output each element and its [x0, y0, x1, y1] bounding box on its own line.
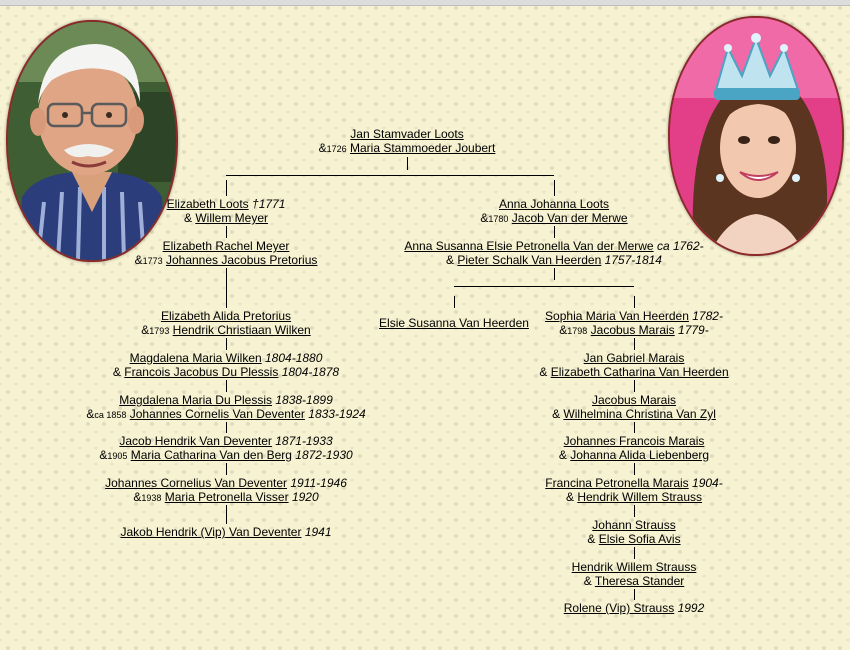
spouse-years: 1779-: [678, 323, 709, 337]
right-main-gen-7-spouse-line: [584, 574, 685, 588]
spouse-years: 1757-1814: [604, 253, 662, 267]
connector-line: [554, 268, 555, 280]
connector-line: [226, 268, 227, 308]
right-main-gen-1-person-line: [545, 309, 723, 323]
person-link[interactable]: Francina Petronella Marais: [545, 476, 689, 490]
left-gen-3-person-line: [161, 309, 291, 323]
right-main-gen-5-person-line: [545, 476, 722, 490]
person-link[interactable]: Jan Stamvader Loots: [350, 127, 464, 141]
right-main-gen-7-person-line: [572, 560, 697, 574]
person-years: 1992: [677, 601, 705, 615]
spouse-years: 1872-1930: [295, 448, 353, 462]
marriage-symbol: &: [565, 490, 574, 504]
person-link[interactable]: Johannes Cornelius Van Deventer: [105, 476, 288, 490]
marriage-symbol: &: [99, 448, 108, 462]
right-gen-2-person-line: [404, 239, 703, 253]
spouse-link[interactable]: Willem Meyer: [195, 211, 269, 225]
person-link[interactable]: Sophia Maria Van Heerden: [545, 309, 689, 323]
spouse-years: 1833-1924: [308, 407, 366, 421]
person-link[interactable]: Magdalena Maria Wilken: [129, 351, 262, 365]
marriage-symbol: &: [539, 365, 548, 379]
marriage-symbol: &: [552, 407, 561, 421]
person-link[interactable]: Magdalena Maria Du Plessis: [119, 393, 273, 407]
person-years: 1804-1880: [265, 351, 323, 365]
connector-line: [407, 157, 408, 170]
person-years: 1838-1899: [275, 393, 333, 407]
spouse-years: 1920: [291, 490, 319, 504]
marriage-year: ca 1858: [94, 410, 127, 420]
connector-line: [454, 296, 455, 308]
spouse-link[interactable]: Hendrik Willem Strauss: [577, 490, 703, 504]
person-years: 1911-1946: [290, 476, 347, 490]
person-years: 1941: [304, 525, 332, 539]
spouse-link[interactable]: Theresa Stander: [594, 574, 685, 588]
marriage-symbol: &: [134, 253, 143, 267]
person-years: 1782-: [692, 309, 723, 323]
left-gen-2-spouse-line: [135, 253, 318, 267]
person-years: 1871-1933: [275, 434, 333, 448]
person-link[interactable]: Anna Susanna Elsie Petronella Van der Merwe: [404, 239, 654, 253]
side-child-person-line: [379, 316, 529, 330]
marriage-symbol: &: [86, 407, 95, 421]
marriage-symbol: &: [480, 211, 489, 225]
connector-line: [554, 226, 555, 238]
spouse-link[interactable]: Maria Catharina Van den Berg: [130, 448, 292, 462]
right-main-gen-1-spouse-line: [559, 323, 708, 337]
person-link[interactable]: Jakob Hendrik (Vip) Van Deventer: [120, 525, 302, 539]
marriage-year: 1780: [488, 214, 509, 224]
left-gen-1-person-line: [167, 197, 286, 211]
spouse-link[interactable]: Wilhelmina Christina Van Zyl: [563, 407, 716, 421]
spouse-link[interactable]: Francois Jacobus Du Plessis: [124, 365, 279, 379]
marriage-year: 1938: [141, 493, 162, 503]
right-main-gen-3-spouse-line: [552, 407, 716, 421]
person-link[interactable]: Hendrik Willem Strauss: [571, 560, 697, 574]
right-main-gen-4-spouse-line: [559, 448, 709, 462]
marriage-symbol: &: [318, 141, 327, 155]
spouse-link[interactable]: Jacob Van der Merwe: [511, 211, 628, 225]
left-gen-6-person-line: [119, 434, 332, 448]
connector-line: [226, 226, 227, 238]
spouse-link[interactable]: Jacobus Marais: [590, 323, 675, 337]
person-link[interactable]: Johannes Francois Marais: [563, 434, 705, 448]
spouse-link[interactable]: Johanna Alida Liebenberg: [570, 448, 710, 462]
right-main-gen-6-spouse-line: [587, 532, 680, 546]
spouse-link[interactable]: Elizabeth Catharina Van Heerden: [550, 365, 729, 379]
connector-line: [226, 505, 227, 524]
left-gen-5-spouse-line: [86, 407, 365, 421]
right-main-gen-6-person-line: [592, 518, 675, 532]
marriage-year: 1726: [326, 144, 347, 154]
person-link[interactable]: Anna Johanna Loots: [498, 197, 610, 211]
right-main-gen-2-person-line: [584, 351, 685, 365]
marriage-year: 1905: [107, 451, 128, 461]
right-main-gen-8-person-line: [564, 601, 705, 615]
person-link[interactable]: Jacobus Marais: [591, 393, 677, 407]
marriage-symbol: &: [133, 490, 142, 504]
person-link[interactable]: Elsie Susanna Van Heerden: [379, 316, 529, 330]
person-link[interactable]: Jan Gabriel Marais: [583, 351, 685, 365]
right-gen-1-spouse-line: [480, 211, 627, 225]
marriage-symbol: &: [559, 323, 568, 337]
root-spouse-line: [319, 141, 496, 155]
marriage-symbol: &: [112, 365, 121, 379]
marriage-symbol: &: [183, 211, 192, 225]
spouse-link[interactable]: Hendrik Christiaan Wilken: [172, 323, 311, 337]
left-gen-6-spouse-line: [99, 448, 352, 462]
person-years: ca 1762-: [656, 239, 704, 253]
person-link[interactable]: Johann Strauss: [592, 518, 676, 532]
spouse-link[interactable]: Johannes Jacobus Pretorius: [165, 253, 318, 267]
connector-line: [634, 589, 635, 600]
spouse-years: 1804-1878: [281, 365, 340, 379]
person-link[interactable]: Elizabeth Rachel Meyer: [162, 239, 290, 253]
person-link[interactable]: Jacob Hendrik Van Deventer: [119, 434, 272, 448]
left-gen-4-spouse-line: [113, 365, 339, 379]
connector-line: [226, 380, 227, 392]
connector-line: [634, 463, 635, 475]
right-main-gen-4-person-line: [564, 434, 705, 448]
marriage-symbol: &: [583, 574, 592, 588]
spouse-link[interactable]: Elsie Sofia Avis: [598, 532, 681, 546]
connector-line: [226, 422, 227, 433]
connector-line: [226, 180, 227, 196]
marriage-symbol: &: [446, 253, 455, 267]
left-gen-7-person-line: [105, 476, 347, 490]
marriage-symbol: &: [587, 532, 596, 546]
left-gen-3-spouse-line: [141, 323, 310, 337]
generation-split-line: [226, 175, 554, 176]
spouse-link[interactable]: Pieter Schalk Van Heerden: [457, 253, 602, 267]
marriage-symbol: &: [558, 448, 567, 462]
person-years: †1771: [252, 197, 286, 211]
connector-line: [634, 380, 635, 392]
right-main-gen-5-spouse-line: [566, 490, 702, 504]
van-heerden-children-line: [454, 286, 634, 287]
connector-line: [226, 463, 227, 475]
spouse-link[interactable]: Johannes Cornelis Van Deventer: [129, 407, 305, 421]
root-person-line: [350, 127, 463, 141]
connector-line: [634, 296, 635, 308]
person-link[interactable]: Elizabeth Loots: [166, 197, 249, 211]
right-main-gen-2-spouse-line: [539, 365, 728, 379]
marriage-year: 1773: [142, 256, 163, 266]
marriage-symbol: &: [141, 323, 150, 337]
left-gen-1-spouse-line: [184, 211, 268, 225]
marriage-year: 1798: [567, 326, 588, 336]
right-gen-1-person-line: [499, 197, 609, 211]
person-years: 1904-: [692, 476, 723, 490]
left-gen-2-person-line: [163, 239, 290, 253]
left-gen-8-person-line: [120, 525, 331, 539]
spouse-link[interactable]: Maria Petronella Visser: [164, 490, 289, 504]
right-main-gen-3-person-line: [592, 393, 676, 407]
connector-line: [634, 547, 635, 559]
left-gen-5-person-line: [119, 393, 332, 407]
connector-line: [634, 505, 635, 517]
connector-line: [634, 338, 635, 350]
left-gen-7-spouse-line: [133, 490, 318, 504]
spouse-link[interactable]: Maria Stammoeder Joubert: [349, 141, 496, 155]
right-gen-2-spouse-line: [446, 253, 662, 267]
person-link[interactable]: Rolene (Vip) Strauss: [563, 601, 675, 615]
left-gen-4-person-line: [130, 351, 323, 365]
marriage-year: 1793: [149, 326, 170, 336]
connector-line: [634, 422, 635, 433]
connector-line: [554, 180, 555, 196]
connector-line: [226, 338, 227, 350]
person-link[interactable]: Elizabeth Alida Pretorius: [160, 309, 292, 323]
